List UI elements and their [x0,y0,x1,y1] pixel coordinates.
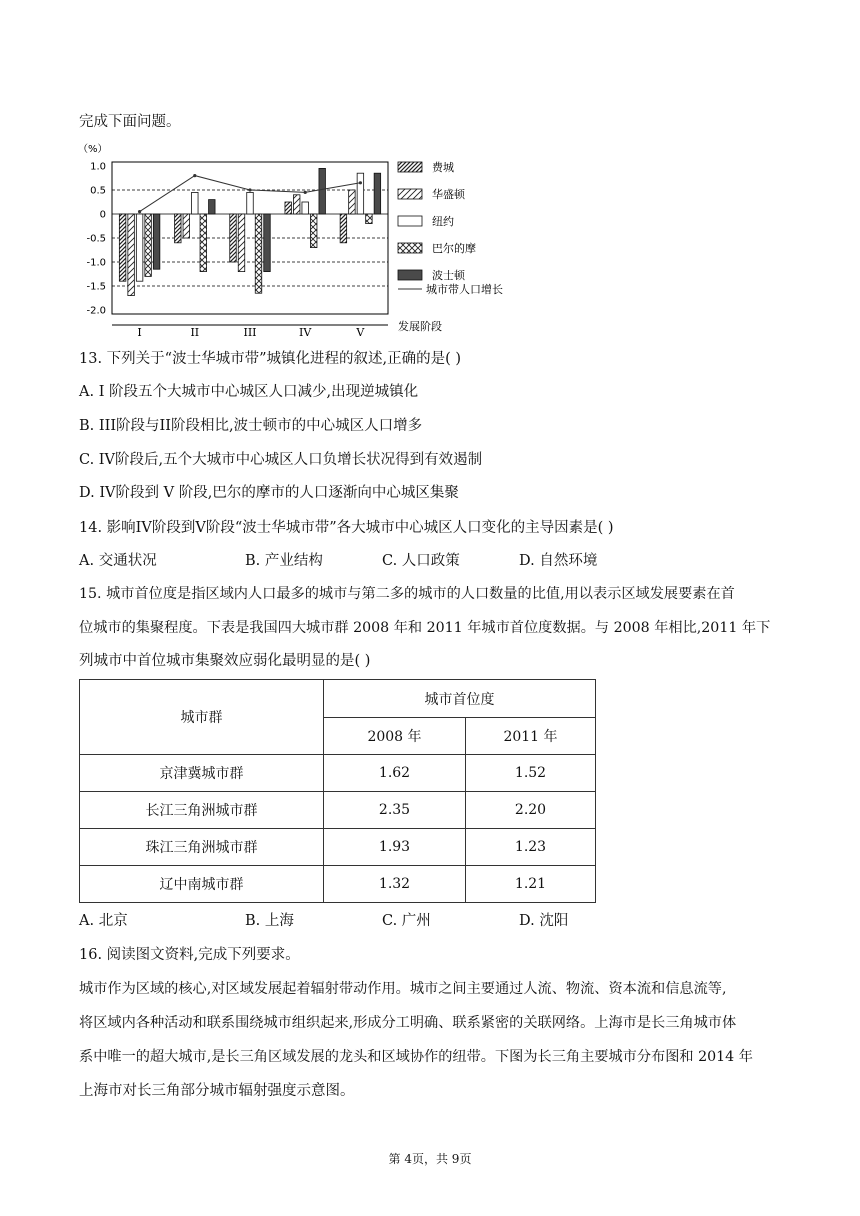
q13-option-b[interactable]: B. III阶段与II阶段相比,波士顿市的中心城区人口增多 [79,418,423,434]
bar-4-V [366,214,373,224]
x-axis-label: 发展阶段 [398,320,442,333]
table-row [80,866,596,903]
bar-5-III [264,214,271,272]
x-tick-label: I [137,326,142,339]
table-row [80,792,596,829]
row-city: 珠江三角洲城市群 [80,829,324,866]
bar-2-I [128,214,135,296]
row-2008: 1.62 [324,755,466,792]
y-tick-label: -0.5 [86,233,106,245]
row-2011: 2.20 [466,792,596,829]
bar-1-III [230,214,237,262]
legend-swatch [398,189,422,199]
legend-swatch [398,162,422,172]
q15-option-d[interactable]: D. 沈阳 [519,913,569,929]
table-header-2011: 2011 年 [466,718,596,755]
q15-option-a[interactable]: A. 北京 [79,913,128,929]
bar-4-III [255,214,262,293]
legend-label: 费城 [432,161,454,174]
legend-label: 波士顿 [432,269,465,282]
bar-2-V [349,190,356,214]
row-2011: 1.23 [466,829,596,866]
q15-option-c[interactable]: C. 广州 [382,913,431,929]
legend-swatch [398,243,422,253]
q15-option-b[interactable]: B. 上海 [245,913,294,929]
row-2008: 1.32 [324,866,466,903]
legend-label: 纽约 [432,215,454,228]
q16-para-line1: 城市作为区域的核心,对区域发展起着辐射带动作用。城市之间主要通过人流、物流、资本流和信息流等, [79,981,727,997]
population-growth-point [138,210,141,213]
q14-stem: 14. 影响IV阶段到V阶段“波士华城市带”各大城市中心城区人口变化的主导因素是( ) [79,520,614,536]
table-row [80,829,596,866]
bar-5-I [153,214,160,269]
q14-option-b[interactable]: B. 产业结构 [245,553,323,569]
q14-option-d[interactable]: D. 自然环境 [519,553,598,569]
q16-para-line4: 上海市对长三角部分城市辐射强度示意图。 [79,1083,355,1099]
bar-1-IV [285,202,292,214]
q14-option-c[interactable]: C. 人口政策 [382,553,460,569]
bar-2-IV [293,195,300,214]
y-tick-label: -1.0 [86,257,106,269]
bar-3-II [192,192,199,214]
q13-option-d[interactable]: D. IV阶段到 V 阶段,巴尔的摩市的人口逐渐向中心城区集聚 [79,485,459,501]
x-tick-label: III [243,326,257,339]
legend-swatch [398,270,422,280]
bar-1-II [175,214,182,243]
x-tick-label: IV [299,326,312,339]
urban-population-chart [76,140,536,340]
q15-stem-line3: 列城市中首位城市集聚效应弱化最明显的是( ) [79,653,371,669]
bar-3-IV [302,202,309,214]
bar-4-IV [310,214,317,248]
table-row [80,755,596,792]
bar-2-II [183,214,190,238]
y-tick-label: -1.5 [86,281,106,293]
y-tick-label: 0.5 [90,185,106,197]
population-growth-point [193,174,196,177]
table-header-2008: 2008 年 [324,718,466,755]
bar-5-II [209,200,216,214]
page-footer: 第 4页，共 9页 [388,1152,472,1166]
row-2008: 1.93 [324,829,466,866]
y-axis-label: （%） [78,144,108,155]
table-header-primacy: 城市首位度 [324,680,596,718]
row-2008: 2.35 [324,792,466,829]
bar-3-I [136,214,143,281]
x-tick-label: V [356,326,365,339]
bar-1-I [119,214,126,281]
bar-3-III [247,192,254,214]
row-city: 京津冀城市群 [80,755,324,792]
q15-stem-line2: 位城市的集聚程度。下表是我国四大城市群 2008 年和 2011 年城市首位度数据。与 2008 年相比,2011 年下 [79,620,771,636]
city-primacy-table [79,679,596,903]
bar-3-V [357,173,364,214]
row-city: 辽中南城市群 [80,866,324,903]
y-tick-label: 1.0 [90,161,106,173]
bar-4-II [200,214,207,272]
q13-option-c[interactable]: C. IV阶段后,五个大城市中心城区人口负增长状况得到有效遏制 [79,452,483,468]
population-growth-point [359,181,362,184]
row-city: 长江三角洲城市群 [80,792,324,829]
legend-label: 华盛顿 [432,188,465,201]
q14-option-a[interactable]: A. 交通状况 [79,553,157,569]
bar-1-V [340,214,347,243]
table-header-city: 城市群 [80,680,324,755]
legend-swatch [398,216,422,226]
bar-4-I [145,214,152,276]
q13-stem: 13. 下列关于“波士华城市带”城镇化进程的叙述,正确的是( ) [79,351,462,367]
x-tick-label: II [190,326,200,339]
intro-text: 完成下面问题。 [79,114,181,130]
q15-stem-line1: 15. 城市首位度是指区域内人口最多的城市与第二多的城市的人口数量的比值,用以表示区域发展要素在首 [79,586,735,602]
q16-stem: 16. 阅读图文资料,完成下列要求。 [79,947,300,963]
y-tick-label: -2.0 [86,305,106,317]
bar-5-IV [319,168,326,214]
bar-2-III [238,214,245,272]
q16-para-line2: 将区域内各种活动和联系围绕城市组织起来,形成分工明确、联系紧密的关联网络。上海市是长三角城市体 [79,1015,737,1031]
row-2011: 1.21 [466,866,596,903]
legend-label: 城市带人口增长 [426,283,503,296]
row-2011: 1.52 [466,755,596,792]
bar-5-V [374,173,381,214]
population-growth-point [304,191,307,194]
legend-label: 巴尔的摩 [432,242,476,255]
y-tick-label: 0 [99,209,106,221]
population-growth-point [248,188,251,191]
q16-para-line3: 系中唯一的超大城市,是长三角区域发展的龙头和区域协作的纽带。下图为长三角主要城市分布图和 2014 年 [79,1049,753,1065]
q13-option-a[interactable]: A. I 阶段五个大城市中心城区人口减少,出现逆城镇化 [79,384,419,400]
